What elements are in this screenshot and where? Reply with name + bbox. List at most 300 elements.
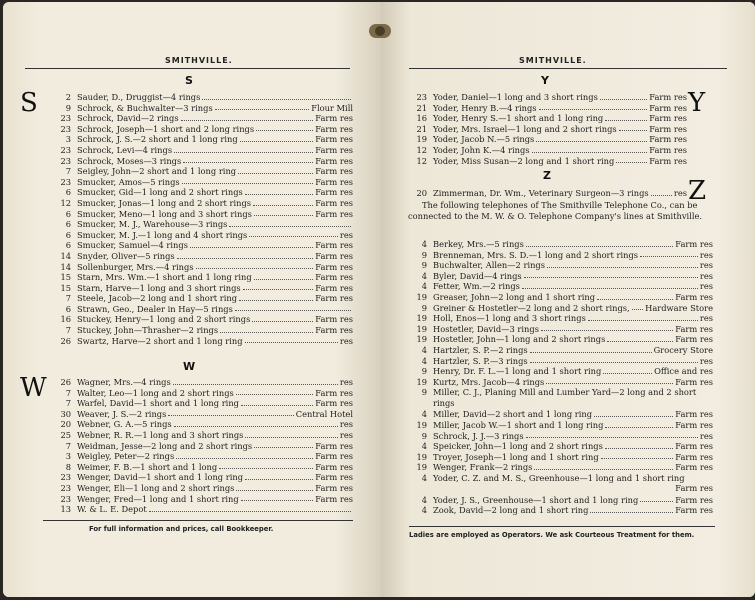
dot-leader (603, 373, 652, 374)
listing-row (407, 292, 713, 303)
connection-note: The following telephones of The Smithville Telephone Co., can be connected to the M. W. & O. Telephone Company's lines at Smithville. (408, 200, 703, 221)
line-number: 23 (60, 144, 71, 155)
subscriber-location: res (339, 429, 353, 440)
line-number: 7 (65, 440, 71, 451)
subscriber-location: Farm res (315, 123, 353, 134)
line-number: 9 (65, 102, 71, 113)
dot-leader (522, 288, 698, 289)
subscriber-location: Farm res (675, 483, 713, 494)
listing-row (407, 103, 687, 114)
subscriber-location: res (699, 260, 713, 271)
section-big-letter-z: Z (688, 176, 707, 206)
subscriber-name: Snyder, Oliver—5 rings (77, 250, 175, 261)
dot-leader (229, 226, 351, 227)
line-number: 7 (65, 325, 71, 336)
subscriber-name: Brenneman, Mrs. S. D.—1 long and 2 short rings (433, 249, 639, 260)
subscriber-location: Farm res (675, 462, 713, 473)
line-number: 7 (65, 387, 71, 398)
subscriber-name: Stuckey, John—Thrasher—2 rings (77, 325, 219, 336)
subscriber-location: Farm res (315, 144, 353, 155)
subscriber-location: Farm res (675, 334, 713, 345)
line-number: 23 (60, 482, 71, 493)
listing-row (407, 145, 687, 156)
listing-row (407, 473, 713, 495)
dot-leader (541, 330, 673, 331)
dot-leader (177, 258, 314, 259)
line-number: 9 (421, 430, 427, 441)
line-number: 23 (416, 92, 427, 102)
subscriber-location: Farm res (315, 272, 353, 283)
section-big-letter-s: S (20, 88, 38, 118)
dot-leader (236, 490, 313, 491)
line-number: 9 (421, 260, 427, 271)
subscriber-location: Farm res (675, 451, 713, 462)
subscriber-name: Schrock, Levi—4 rings (77, 144, 173, 155)
listing-row (51, 124, 353, 135)
dot-leader (236, 394, 313, 395)
subscriber-name: Starn, Harve—1 long and 3 short rings (77, 282, 241, 293)
subscriber-location: Farm res (675, 419, 713, 430)
listing-row (51, 504, 353, 515)
section-big-letter-y: Y (688, 88, 706, 118)
line-number: 3 (65, 451, 71, 462)
listing-row (407, 188, 687, 199)
subscriber-name: Walter, Leo—1 long and 2 short rings (77, 387, 234, 398)
subscriber-name: Schrock, J. J.—3 rings (433, 430, 524, 441)
line-number: 15 (60, 282, 71, 293)
subscriber-location: Farm res (649, 134, 687, 145)
listing-row (51, 209, 353, 220)
dot-leader (252, 321, 313, 322)
listing-row (407, 334, 713, 345)
line-number: 19 (416, 134, 427, 145)
dot-leader (524, 277, 698, 278)
listing-row (51, 219, 353, 230)
listing-row (51, 409, 353, 420)
subscriber-location: res (699, 355, 713, 366)
listing-row (51, 156, 353, 167)
section-heading-w: W (183, 360, 196, 373)
line-number: 6 (65, 240, 71, 251)
line-number: 23 (60, 155, 71, 166)
subscriber-name: Schrock, David—2 rings (77, 113, 179, 124)
subscriber-name: Starn, Mrs. Wm.—1 short and 1 long ring (77, 272, 252, 283)
line-number: 6 (65, 187, 71, 198)
subscriber-name: Smucker, Jonas—1 long and 2 short rings (77, 197, 252, 208)
header-rule (25, 68, 350, 69)
subscriber-name: Sauder, D., Druggist—4 rings (77, 92, 201, 102)
listing-row (407, 345, 713, 356)
section-heading-y: Y (541, 74, 549, 87)
subscriber-location: Farm res (315, 387, 353, 398)
listing-row (407, 324, 713, 335)
subscriber-name: Strawn, Geo., Dealer in Hay—5 rings (77, 303, 233, 314)
line-number: 26 (60, 377, 71, 387)
listing-row (51, 293, 353, 304)
dot-leader (220, 332, 313, 333)
dot-leader (547, 267, 698, 268)
subscriber-name: Yoder, J. S., Greenhouse—1 short and 1 long ring (433, 494, 639, 505)
listing-row (51, 419, 353, 430)
subscriber-location: Farm res (675, 291, 713, 302)
subscriber-name: Smucker, Amos—5 rings (77, 176, 180, 187)
dot-leader (243, 289, 314, 290)
subscriber-name: Yoder, John K.—4 rings (433, 144, 530, 155)
subscriber-location: Farm res (675, 239, 713, 249)
subscriber-name: Wenger, David—1 short and 1 long ring (77, 472, 244, 483)
subscriber-location: res (699, 313, 713, 324)
line-number: 4 (421, 441, 427, 452)
subscriber-name: Schrock, Joseph—1 short and 2 long rings (77, 123, 255, 134)
subscriber-location: Farm res (315, 293, 353, 304)
listing-row (51, 304, 353, 315)
dot-leader (174, 426, 338, 427)
subscriber-location: Farm res (315, 208, 353, 219)
directory-book (3, 2, 755, 597)
line-number: 23 (60, 123, 71, 134)
line-number: 15 (60, 272, 71, 283)
line-number: 23 (60, 113, 71, 124)
subscriber-name: Weigley, Peter—2 rings (77, 451, 175, 462)
subscriber-location: Farm res (649, 155, 687, 166)
listing-row (51, 472, 353, 483)
listing-row (51, 483, 353, 494)
line-number: 4 (421, 494, 427, 505)
subscriber-name: Speicker, John—1 long and 2 short rings (433, 441, 603, 452)
header-rule (409, 68, 727, 69)
line-number: 19 (416, 376, 427, 387)
line-number: 7 (65, 398, 71, 409)
dot-leader (600, 99, 647, 100)
listing-row (51, 103, 353, 114)
subscriber-location: res (339, 335, 353, 346)
listing-row (51, 494, 353, 505)
line-number: 9 (421, 302, 427, 313)
listing-row (51, 92, 353, 103)
dot-leader (526, 437, 698, 438)
listing-row (51, 325, 353, 336)
subscriber-location: Farm res (315, 197, 353, 208)
subscriber-location: Farm res (675, 494, 713, 505)
listing-row (407, 124, 687, 135)
subscriber-location: Farm res (315, 493, 353, 504)
footer-rule (409, 526, 715, 527)
line-number: 12 (416, 144, 427, 155)
subscriber-location: Farm res (649, 144, 687, 155)
line-number: 21 (416, 102, 427, 113)
line-number: 4 (421, 344, 427, 355)
line-number: 6 (65, 208, 71, 219)
line-number: 26 (60, 335, 71, 346)
dot-leader (176, 458, 313, 459)
listing-row (407, 356, 713, 367)
subscriber-location: res (339, 377, 353, 387)
dot-leader (202, 99, 351, 100)
subscriber-name: Byler, David—4 rings (433, 270, 522, 281)
line-number: 20 (416, 188, 427, 198)
subscriber-name: Smucker, M. J.—1 long and 4 short rings (77, 229, 248, 240)
subscriber-location: res (699, 281, 713, 292)
dot-leader (605, 120, 647, 121)
dot-leader (235, 310, 351, 311)
dot-leader (196, 268, 314, 269)
line-number: 4 (421, 409, 427, 420)
listing-row (407, 452, 713, 463)
line-number: 16 (416, 113, 427, 124)
listing-row (407, 505, 713, 516)
dot-leader (238, 173, 313, 174)
listing-row (407, 495, 713, 506)
subscriber-name: Smucker, Samuel—4 rings (77, 240, 188, 251)
subscriber-name: Warfel, David—1 short and 1 long ring (77, 398, 239, 409)
listing-y (407, 92, 687, 166)
line-number: 9 (421, 387, 427, 398)
dot-leader (174, 152, 313, 153)
subscriber-name: Kurtz, Mrs. Jacob—4 rings (433, 376, 545, 387)
listing-z (407, 188, 687, 199)
line-number: 19 (416, 451, 427, 462)
subscriber-name: Miller, Jacob W.—1 short and 1 long ring (433, 419, 604, 430)
subscriber-name: Holl, Enos—1 long and 3 short rings (433, 313, 586, 324)
dot-leader (532, 152, 648, 153)
dot-leader (249, 236, 338, 237)
subscriber-location: Farm res (315, 250, 353, 261)
line-number: 14 (60, 261, 71, 272)
subscriber-name: Henry, Dr. F. L.—1 long and 1 short ring (433, 366, 602, 377)
line-number: 23 (60, 472, 71, 483)
line-number: 4 (421, 355, 427, 366)
listing-row (51, 388, 353, 399)
subscriber-name: Webner, G. A.—5 rings (77, 419, 172, 430)
line-number: 20 (60, 419, 71, 430)
line-number: 6 (65, 229, 71, 240)
dot-leader (254, 447, 313, 448)
subscriber-name: Yoder, Miss Susan—2 long and 1 short ring (433, 155, 615, 166)
listing-row (407, 239, 713, 250)
listing-row (51, 336, 353, 347)
subscriber-name: Buchwalter, Allen—2 rings (433, 260, 546, 271)
listing-row (407, 313, 713, 324)
subscriber-name: Miller, C. J., Planing Mill and Lumber Yard—2 long and 2 short rings (433, 387, 697, 408)
section-heading-z: Z (543, 169, 551, 182)
right-page (381, 2, 755, 597)
dot-leader (182, 183, 314, 184)
listing-row (407, 260, 713, 271)
subscriber-name: Miller, David—2 short and 1 long ring (433, 409, 593, 420)
line-number: 19 (416, 323, 427, 334)
line-number: 23 (60, 176, 71, 187)
dot-leader (254, 279, 314, 280)
subscriber-location: Farm res (315, 325, 353, 336)
page-header: SMITHVILLE. (519, 56, 587, 65)
dot-leader (253, 205, 313, 206)
binding-clip-center (375, 26, 385, 36)
dot-leader (245, 479, 313, 480)
subscriber-location: Farm res (675, 441, 713, 452)
listing-row (51, 230, 353, 241)
subscriber-location: Central Hotel (295, 408, 353, 419)
listing-row (407, 377, 713, 388)
subscriber-location: Farm res (675, 505, 713, 516)
listing-row (407, 303, 713, 314)
subscriber-location: Farm res (315, 261, 353, 272)
line-number: 14 (60, 250, 71, 261)
listing-row (407, 441, 713, 452)
dot-leader (183, 162, 313, 163)
subscriber-name: Greiner & Hostetler—2 long and 2 short rings, (433, 302, 630, 313)
dot-leader (640, 501, 673, 502)
dot-leader (534, 469, 673, 470)
subscriber-name: Yoder, Henry B.—4 rings (433, 102, 537, 113)
subscriber-name: Fetter, Wm.—2 rings (433, 281, 520, 292)
dot-leader (190, 247, 313, 248)
subscriber-location: Farm res (315, 314, 353, 325)
dot-leader (536, 141, 647, 142)
subscriber-name: W. & L. E. Depot (77, 504, 147, 515)
listing-row (51, 240, 353, 251)
listing-row (407, 134, 687, 145)
dot-leader (173, 384, 338, 385)
subscriber-name: Berkey, Mrs.—5 rings (433, 239, 524, 249)
subscriber-location: Farm res (315, 472, 353, 483)
dot-leader (597, 299, 673, 300)
line-number: 6 (65, 303, 71, 314)
listing-row (407, 366, 713, 377)
line-number: 3 (65, 134, 71, 145)
line-number: 19 (416, 291, 427, 302)
subscriber-location: Farm res (315, 451, 353, 462)
dot-leader (240, 141, 314, 142)
listing-row (51, 145, 353, 156)
listing-row (407, 113, 687, 124)
subscriber-location: Farm res (675, 323, 713, 334)
listing-row (51, 462, 353, 473)
line-number: 19 (416, 313, 427, 324)
dot-leader (254, 215, 313, 216)
section-big-letter-w: W (20, 373, 47, 403)
subscriber-name: Wenger, Frank—2 rings (433, 462, 533, 473)
dot-leader (546, 383, 673, 384)
dot-leader (149, 511, 351, 512)
subscriber-name: Yoder, Mrs. Israel—1 long and 2 short rings (433, 123, 617, 134)
listing-row (51, 177, 353, 188)
subscriber-location: res (339, 419, 353, 430)
line-number: 23 (60, 493, 71, 504)
subscriber-name: Smucker, Meno—1 long and 3 short rings (77, 208, 252, 219)
dot-leader (215, 109, 309, 110)
line-number: 8 (65, 461, 71, 472)
subscriber-location: Farm res (315, 482, 353, 493)
line-number: 30 (60, 408, 71, 419)
left-page (3, 2, 381, 597)
dot-leader (640, 256, 698, 257)
subscriber-name: Seigley, John—2 short and 1 long ring (77, 166, 237, 177)
line-number: 13 (60, 504, 71, 515)
listing-row (51, 187, 353, 198)
dot-leader (601, 458, 674, 459)
listing-row (51, 441, 353, 452)
line-number: 25 (60, 429, 71, 440)
dot-leader (616, 162, 647, 163)
subscriber-name: Swartz, Harve—2 short and 1 long ring (77, 335, 243, 346)
dot-leader (539, 109, 648, 110)
dot-leader (619, 130, 648, 131)
subscriber-location: Farm res (649, 102, 687, 113)
subscriber-location: Farm res (675, 376, 713, 387)
subscriber-location: res (699, 430, 713, 441)
line-number: 7 (65, 293, 71, 304)
line-number: 9 (421, 249, 427, 260)
subscriber-location: Farm res (315, 240, 353, 251)
listing-row (407, 250, 713, 261)
subscriber-location: res (673, 188, 687, 198)
line-number: 12 (60, 197, 71, 208)
page-footer: For full information and prices, call Bookkeeper. (89, 525, 274, 533)
subscriber-name: Wenger, Fred—1 long and 1 short ring (77, 493, 239, 504)
subscriber-name: Schrock, & Buchwalter—3 rings (77, 102, 213, 113)
listing-row (51, 314, 353, 325)
dot-leader (241, 405, 313, 406)
subscriber-name: Webner, R. R.—1 long and 3 short rings (77, 429, 244, 440)
subscriber-name: Hartzler, S. P.—2 rings (433, 344, 528, 355)
subscriber-location: Farm res (649, 123, 687, 134)
page-header: SMITHVILLE. (165, 56, 233, 65)
line-number: 16 (60, 314, 71, 325)
listing-row (51, 166, 353, 177)
listing-row (51, 430, 353, 441)
dot-leader (245, 342, 338, 343)
dot-leader (605, 427, 673, 428)
subscriber-name: Troyer, Joseph—1 long and 1 short ring (433, 451, 599, 462)
line-number: 19 (416, 334, 427, 345)
subscriber-location: res (339, 229, 353, 240)
listing-row (51, 198, 353, 209)
subscriber-name: Yoder, Henry S.—1 short and 1 long ring (433, 113, 604, 124)
listing-row (407, 92, 687, 103)
line-number: 19 (416, 462, 427, 473)
subscriber-name: Yoder, Jacob N.—5 rings (433, 134, 535, 145)
listing-row (51, 451, 353, 462)
subscriber-name: Weidman, Jesse—2 long and 2 short rings (77, 440, 253, 451)
subscriber-name: Stuckey, Henry—1 long and 2 short rings (77, 314, 251, 325)
listing-row (51, 377, 353, 388)
line-number: 4 (421, 281, 427, 292)
dot-leader (245, 194, 313, 195)
dot-leader (594, 416, 673, 417)
subscriber-location: Grocery Store (653, 344, 713, 355)
subscriber-name: Zook, David—2 long and 1 short ring (433, 505, 589, 516)
listing-row (407, 420, 713, 431)
listing-row (51, 251, 353, 262)
subscriber-location: Farm res (315, 440, 353, 451)
dot-leader (241, 500, 314, 501)
dot-leader (256, 130, 313, 131)
section-heading-s: S (185, 74, 193, 87)
subscriber-location: Farm res (649, 113, 687, 124)
subscriber-name: Weimer, F. B.—1 short and 1 long (77, 461, 218, 472)
listing-row (51, 272, 353, 283)
dot-leader (530, 362, 698, 363)
subscriber-location: Farm res (315, 176, 353, 187)
subscriber-name: Yoder, C. Z. and M. S., Greenhouse—1 long and 1 short ring (433, 472, 685, 483)
line-number: 4 (421, 472, 427, 483)
connected-listing (407, 239, 713, 516)
subscriber-location: Farm res (315, 398, 353, 409)
subscriber-location: Farm res (315, 461, 353, 472)
dot-leader (588, 320, 698, 321)
line-number: 9 (421, 366, 427, 377)
listing-row (51, 283, 353, 294)
